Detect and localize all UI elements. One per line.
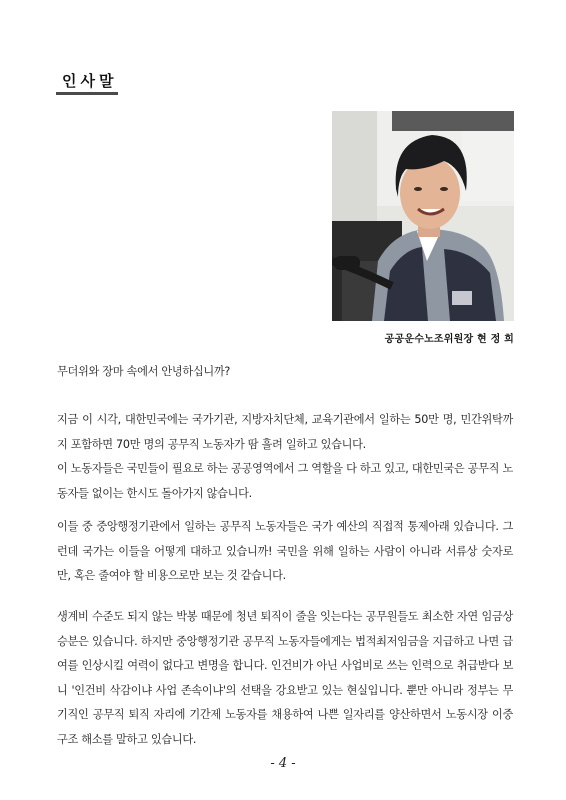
page-number: - 4 - bbox=[270, 756, 296, 771]
greeting-text: 무더위와 장마 속에서 안녕하십니까? bbox=[57, 365, 231, 378]
paragraph-4: 생계비 수준도 되지 않는 박봉 때문에 청년 퇴직이 줄을 잇는다는 공무원들도 최소한 자연 임금상승분은 있습니다. 하지만 중앙행정기관 공무직 노동자들에게는 법적최저임금을 지급하고 나면 급여를 인상시킬 여력이 없다고 변명을 합니다. 인건비가 아닌 사업비로 쓰는 인력으로 취급받다 보니 '인건비 삭감이냐 사업 존속이냐'의 선택을 강요받고 있는 현실입니다. 뿐만 아니라 정부는 무기직인 공무직 퇴직 자리에 기간제 노동자를 채용하여 나쁜 일자리를 양산하면서 노동시장 이중구조 해소를 말하고 있습니다. bbox=[57, 610, 513, 746]
photo-caption: 공공운수노조위원장 현 정 희 bbox=[384, 334, 514, 345]
paragraph-3: 이들 중 중앙행정기관에서 일하는 공무직 노동자들은 국가 예산의 직접적 통제아래 있습니다. 그런데 국가는 이들을 어떻게 대하고 있습니까! 국민을 위해 일하는 사람이 아니라 서류상 숫자로만, 혹은 줄여야 할 비용으로만 보는 것 같습니다. bbox=[57, 520, 513, 582]
title-underline bbox=[56, 92, 118, 95]
paragraph-1: 지금 이 시각, 대한민국에는 국가기관, 지방자치단체, 교육기관에서 일하는 50만 명, 민간위탁까지 포함하면 70만 명의 공무직 노동자가 땀 흘려 일하고 있습니다. bbox=[57, 413, 513, 451]
portrait-photo bbox=[332, 111, 514, 321]
page-title: 인사말 bbox=[62, 72, 118, 90]
paragraph-2: 이 노동자들은 국민들이 필요로 하는 공공영역에서 그 역할을 다 하고 있고, 대한민국은 공무직 노동자들 없이는 한시도 돌아가지 않습니다. bbox=[57, 462, 513, 500]
